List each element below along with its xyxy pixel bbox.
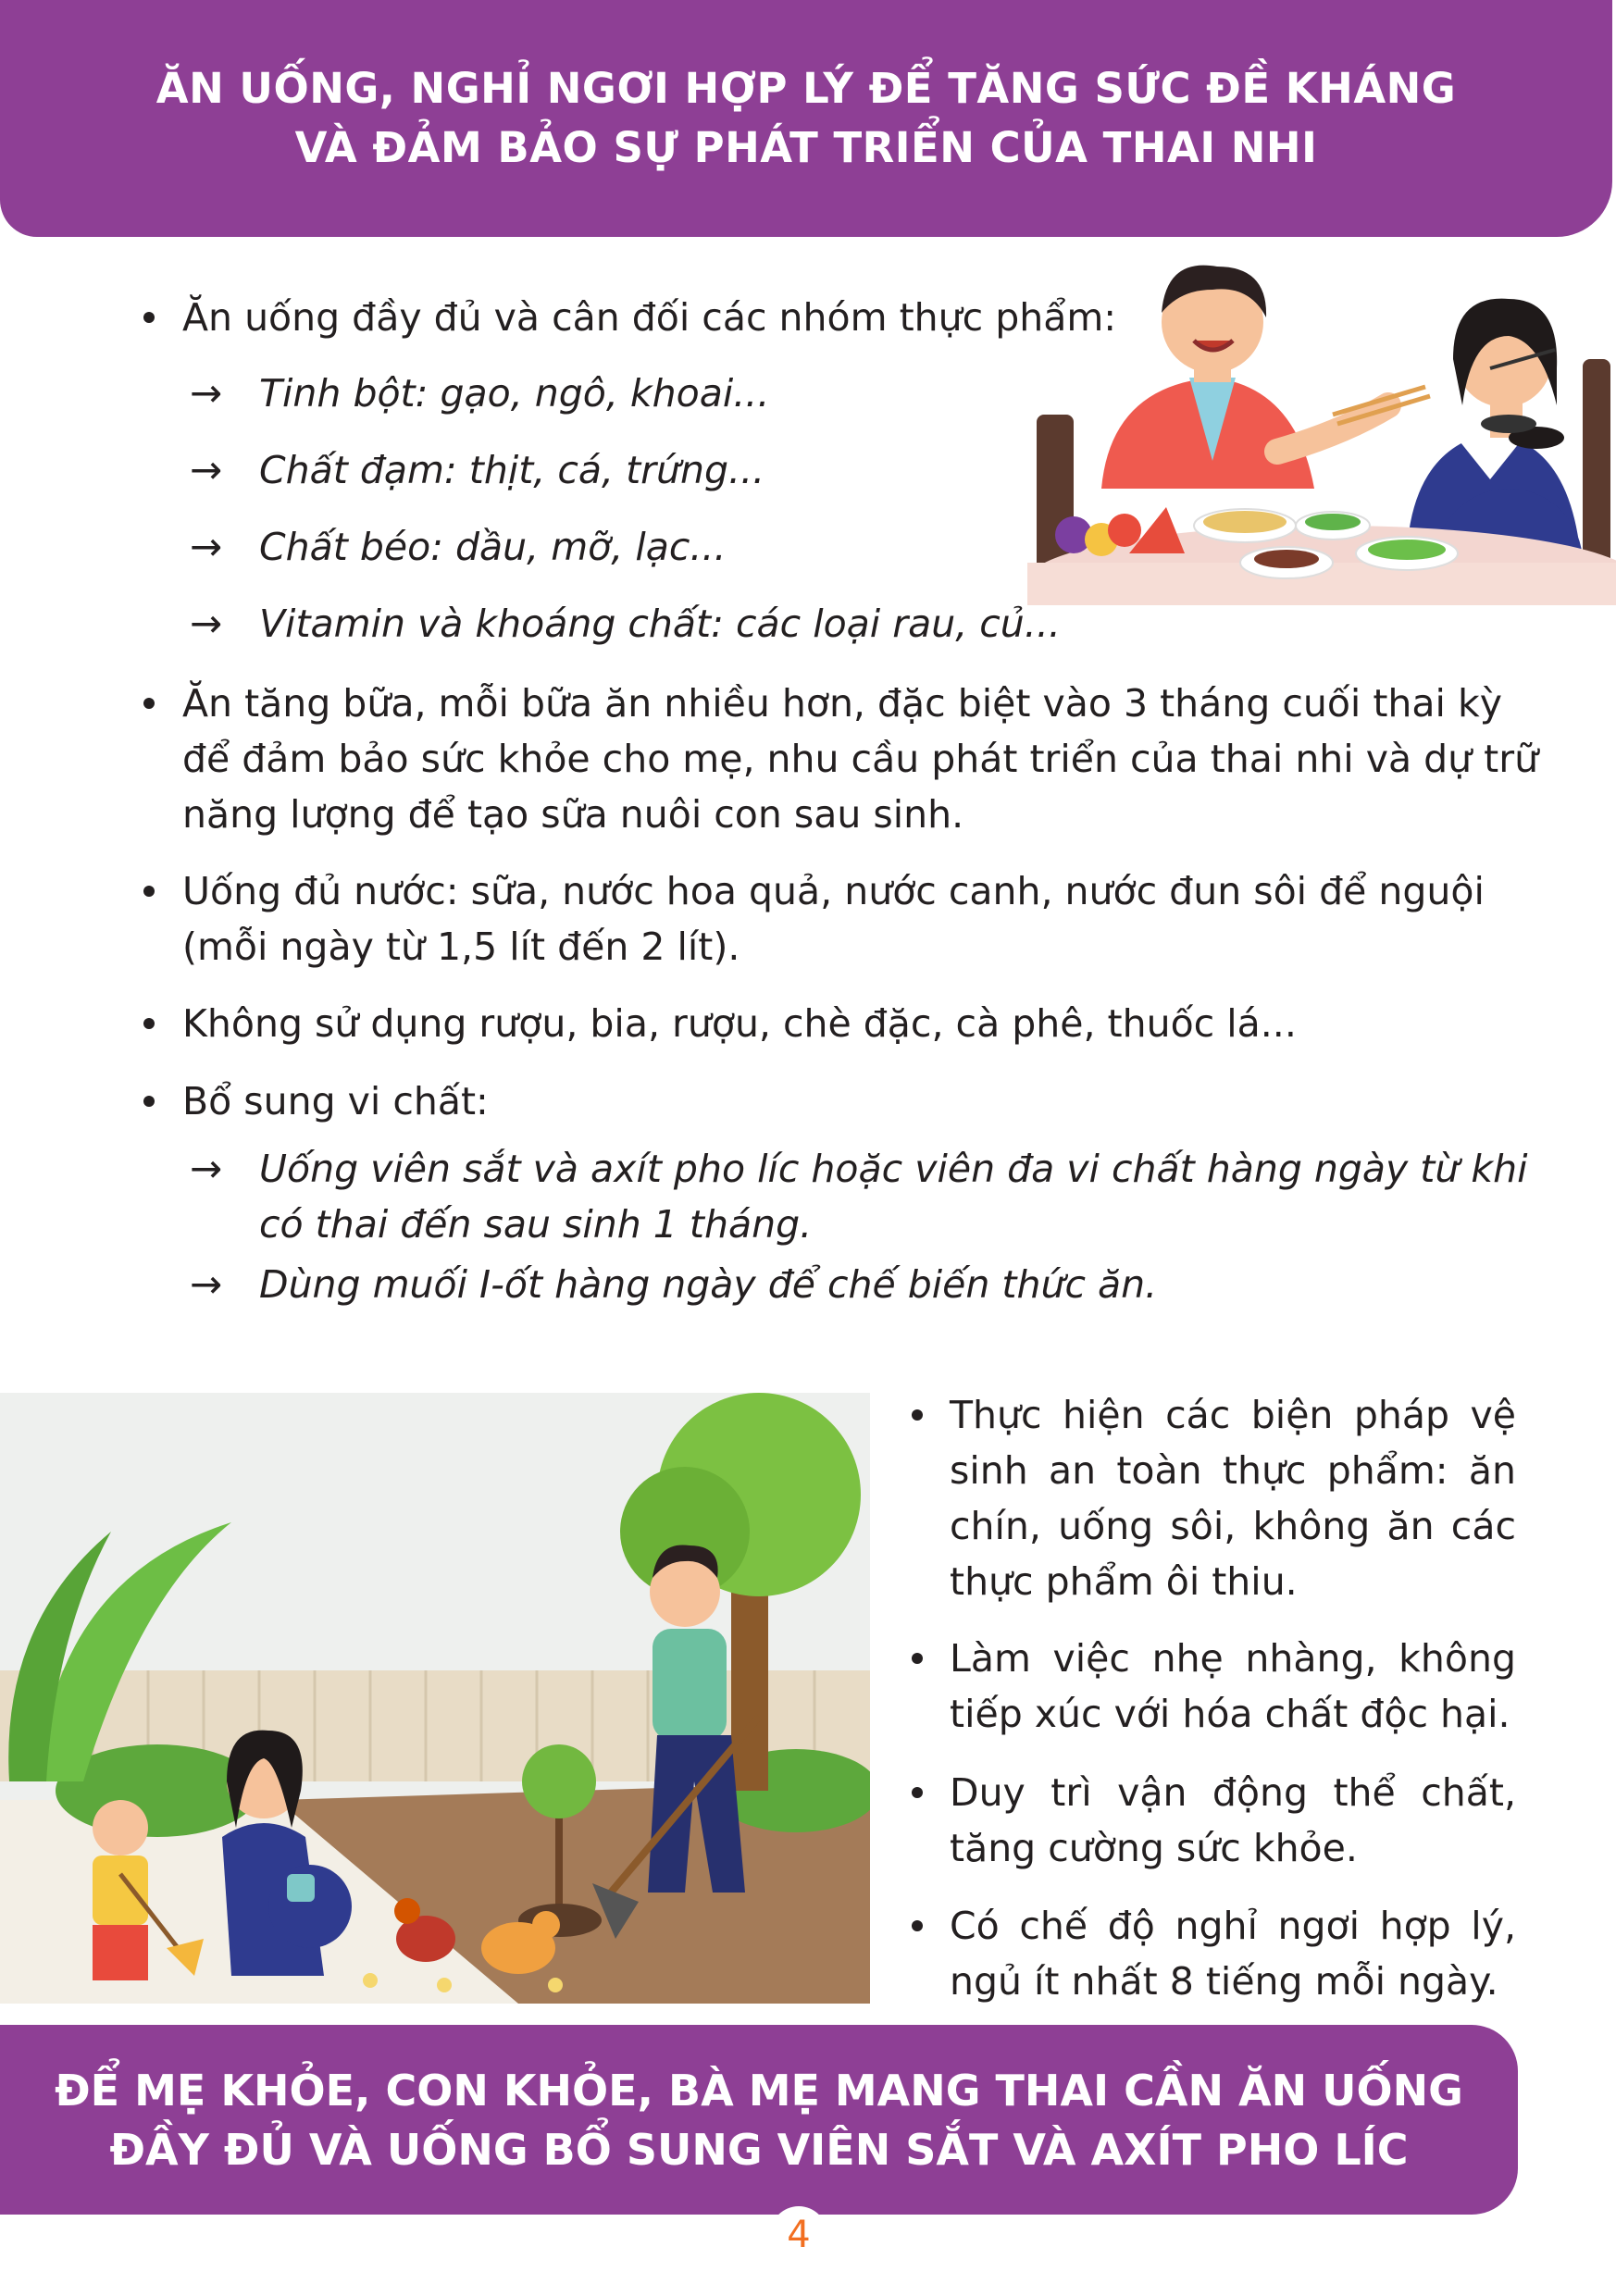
micronutrient-2: Dùng muối I-ốt hàng ngày để chế biến thức ăn. (259, 1262, 1158, 1307)
arrow-icon: → (190, 370, 223, 416)
bullet-dot (143, 886, 155, 897)
bullet-dot (143, 1096, 155, 1107)
lifestyle-item-3-line-1: Duy trì vận động thể chất, (950, 1770, 1516, 1815)
bullet-dot (143, 1018, 155, 1029)
bullet-dot (143, 698, 155, 709)
diet-bullet-5: Bổ sung vi chất: (182, 1079, 489, 1123)
diet-bullet-2-line-2: để đảm bảo sức khỏe cho mẹ, nhu cầu phát triển của thai nhi và dự trữ (182, 737, 1539, 781)
arrow-icon: → (190, 1146, 223, 1191)
lifestyle-item-1-line-2: sinh an toàn thực phẩm: ăn (950, 1448, 1516, 1493)
lifestyle-item-2-line-1: Làm việc nhẹ nhàng, không (950, 1636, 1516, 1681)
lifestyle-item-2-line-2: tiếp xúc với hóa chất độc hại. (950, 1692, 1510, 1736)
arrow-icon: → (190, 601, 223, 646)
food-group-starch: Tinh bột: gạo, ngô, khoai... (259, 371, 770, 416)
food-group-fat: Chất béo: dầu, mỡ, lạc... (259, 525, 727, 569)
diet-bullet-3-line-2: (mỗi ngày từ 1,5 lít đến 2 lít). (182, 925, 740, 969)
diet-bullet-2-line-1: Ăn tăng bữa, mỗi bữa ăn nhiều hơn, đặc biệt vào 3 tháng cuối thai kỳ (182, 681, 1502, 726)
lifestyle-item-3-line-2: tăng cường sức khỏe. (950, 1826, 1358, 1870)
lifestyle-item-1-line-3: chín, uống sôi, không ăn các (950, 1504, 1516, 1548)
bullet-dot (912, 1409, 923, 1421)
family-garden-illustration (0, 1393, 870, 2004)
diet-bullet-1: Ăn uống đầy đủ và cân đối các nhóm thực phẩm: (182, 295, 1117, 340)
micronutrient-1-line-2: có thai đến sau sinh 1 tháng. (259, 1202, 813, 1247)
bullet-dot (143, 312, 155, 323)
diet-bullet-4: Không sử dụng rượu, bia, rượu, chè đặc, cà phê, thuốc lá... (182, 1001, 1297, 1046)
lifestyle-item-4-line-1: Có chế độ nghỉ ngơi hợp lý, (950, 1904, 1516, 1948)
header-title-line-1: ĂN UỐNG, NGHỈ NGƠI HỢP LÝ ĐỂ TĂNG SỨC ĐỀ KHÁNG (155, 64, 1457, 113)
food-group-vitamins: Vitamin và khoáng chất: các loại rau, củ... (259, 602, 1061, 646)
footer-message-line-2: ĐẦY ĐỦ VÀ UỐNG BỔ SUNG VIÊN SẮT VÀ AXÍT PHO LÍC (109, 2124, 1409, 2175)
footer-banner (0, 2025, 1518, 2215)
arrow-icon: → (190, 447, 223, 492)
micronutrient-1-line-1: Uống viên sắt và axít pho líc hoặc viên đa vi chất hàng ngày từ khi (259, 1147, 1528, 1191)
footer-message-line-1: ĐỂ MẸ KHỎE, CON KHỎE, BÀ MẸ MANG THAI CẦN ĂN UỐNG (55, 2065, 1463, 2116)
diet-bullet-3-line-1: Uống đủ nước: sữa, nước hoa quả, nước canh, nước đun sôi để nguội (182, 869, 1485, 913)
arrow-icon: → (190, 524, 223, 569)
header-banner (0, 0, 1612, 237)
lifestyle-item-1-line-4: thực phẩm ôi thiu. (950, 1559, 1298, 1604)
header-title-line-2: VÀ ĐẢM BẢO SỰ PHÁT TRIỂN CỦA THAI NHI (294, 123, 1318, 172)
bullet-dot (912, 1787, 923, 1798)
arrow-icon: → (190, 1261, 223, 1307)
page-number: 4 (770, 2206, 827, 2264)
food-group-protein: Chất đạm: thịt, cá, trứng... (259, 448, 765, 492)
bullet-dot (912, 1653, 923, 1664)
bullet-dot (912, 1920, 923, 1931)
lifestyle-item-1-line-1: Thực hiện các biện pháp vệ (950, 1393, 1516, 1437)
lifestyle-item-4-line-2: ngủ ít nhất 8 tiếng mỗi ngày. (950, 1959, 1498, 2004)
diet-bullet-2-line-3: năng lượng để tạo sữa nuôi con sau sinh. (182, 792, 964, 837)
